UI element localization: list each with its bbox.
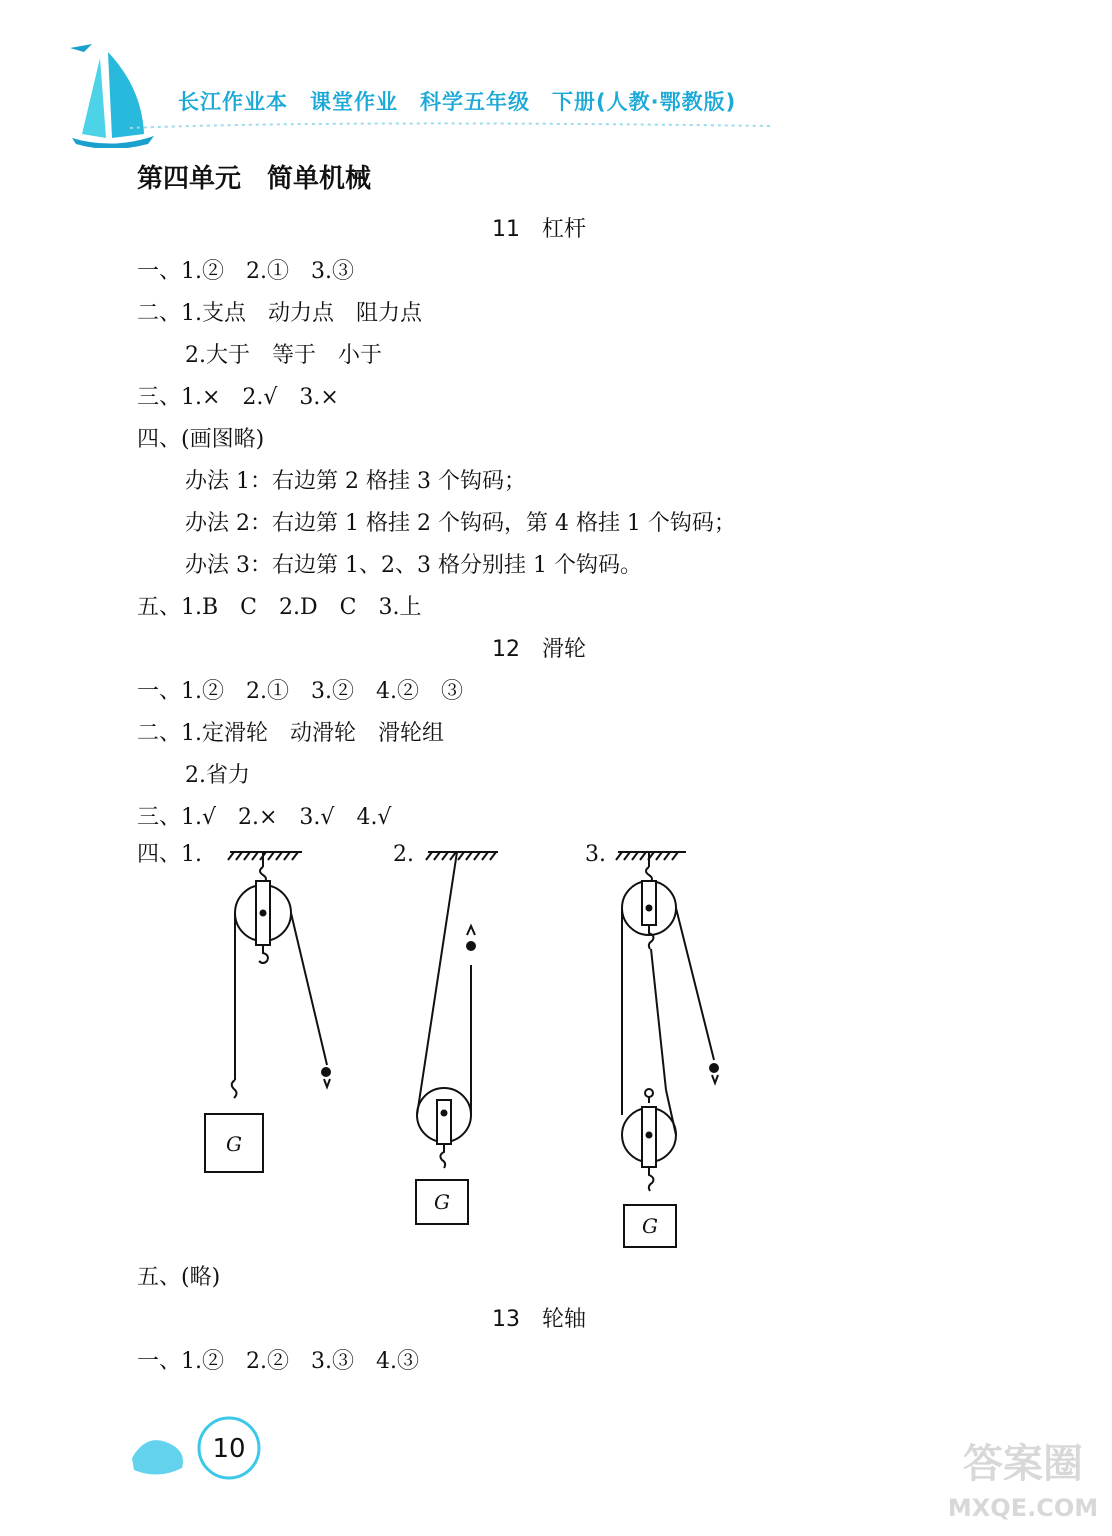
answer-line: 办法 3：右边第 1、2、3 格分别挂 1 个钩码。 — [185, 553, 642, 578]
figure-label-2: 2. — [393, 842, 414, 867]
answer-line: 二、1.支点 动力点 阻力点 — [137, 301, 422, 326]
answer-line: 三、1.√ 2.× 3.√ 4.√ — [137, 805, 392, 830]
lesson-title-13: 13 轮轴 — [492, 1307, 586, 1332]
answer-line: 2.大于 等于 小于 — [185, 343, 382, 368]
header-dotted-rule — [130, 122, 770, 130]
watermark-line2: MXQE.COM — [948, 1494, 1098, 1522]
movable-pulley-diagram — [416, 852, 498, 1224]
answer-line: 五、1.B C 2.D C 3.上 — [137, 595, 422, 620]
answer-line: 一、1.② 2.① 3.③ — [137, 259, 354, 284]
figure-label-1: 四、1. — [137, 842, 202, 867]
pulley-diagrams — [130, 835, 750, 1255]
header-book: 长江作业本 — [178, 90, 288, 114]
watermark-line1: 答案圈 — [963, 1441, 1083, 1487]
answer-line: 五、(略) — [137, 1265, 221, 1290]
header-title — [178, 86, 758, 116]
page-number-badge — [128, 1410, 268, 1485]
header-volume: 下册(人教·鄂教版) — [552, 90, 737, 114]
lesson-title-12: 12 滑轮 — [492, 637, 586, 662]
page-number: 10 — [212, 1434, 246, 1464]
header-type: 课堂作业 — [310, 90, 398, 114]
weight-label: G — [642, 1214, 658, 1238]
pulley-block-diagram — [616, 852, 718, 1247]
answer-line: 二、1.定滑轮 动滑轮 滑轮组 — [137, 721, 444, 746]
figure-label-3: 3. — [585, 842, 606, 867]
weight-label: G — [434, 1190, 450, 1214]
lesson-title-11: 11 杠杆 — [492, 217, 586, 242]
sailboat-logo-icon — [62, 38, 162, 148]
answer-line: 三、1.× 2.√ 3.× — [137, 385, 339, 410]
answer-line: 办法 1：右边第 2 格挂 3 个钩码； — [185, 469, 526, 494]
header-subject: 科学五年级 — [420, 90, 530, 114]
answer-line: 四、(画图略) — [137, 427, 265, 452]
weight-label: G — [226, 1132, 242, 1156]
watermark-logo — [948, 1412, 1098, 1532]
answer-line: 一、1.② 2.① 3.② 4.② ③ — [137, 679, 463, 704]
answer-line: 2.省力 — [185, 763, 250, 788]
bee-decoration-icon — [132, 1440, 183, 1474]
unit-title: 第四单元 简单机械 — [137, 164, 372, 194]
answer-line: 办法 2：右边第 1 格挂 2 个钩码，第 4 格挂 1 个钩码； — [185, 511, 736, 536]
fixed-pulley-diagram — [205, 852, 330, 1172]
answer-line: 一、1.② 2.② 3.③ 4.③ — [137, 1349, 419, 1374]
